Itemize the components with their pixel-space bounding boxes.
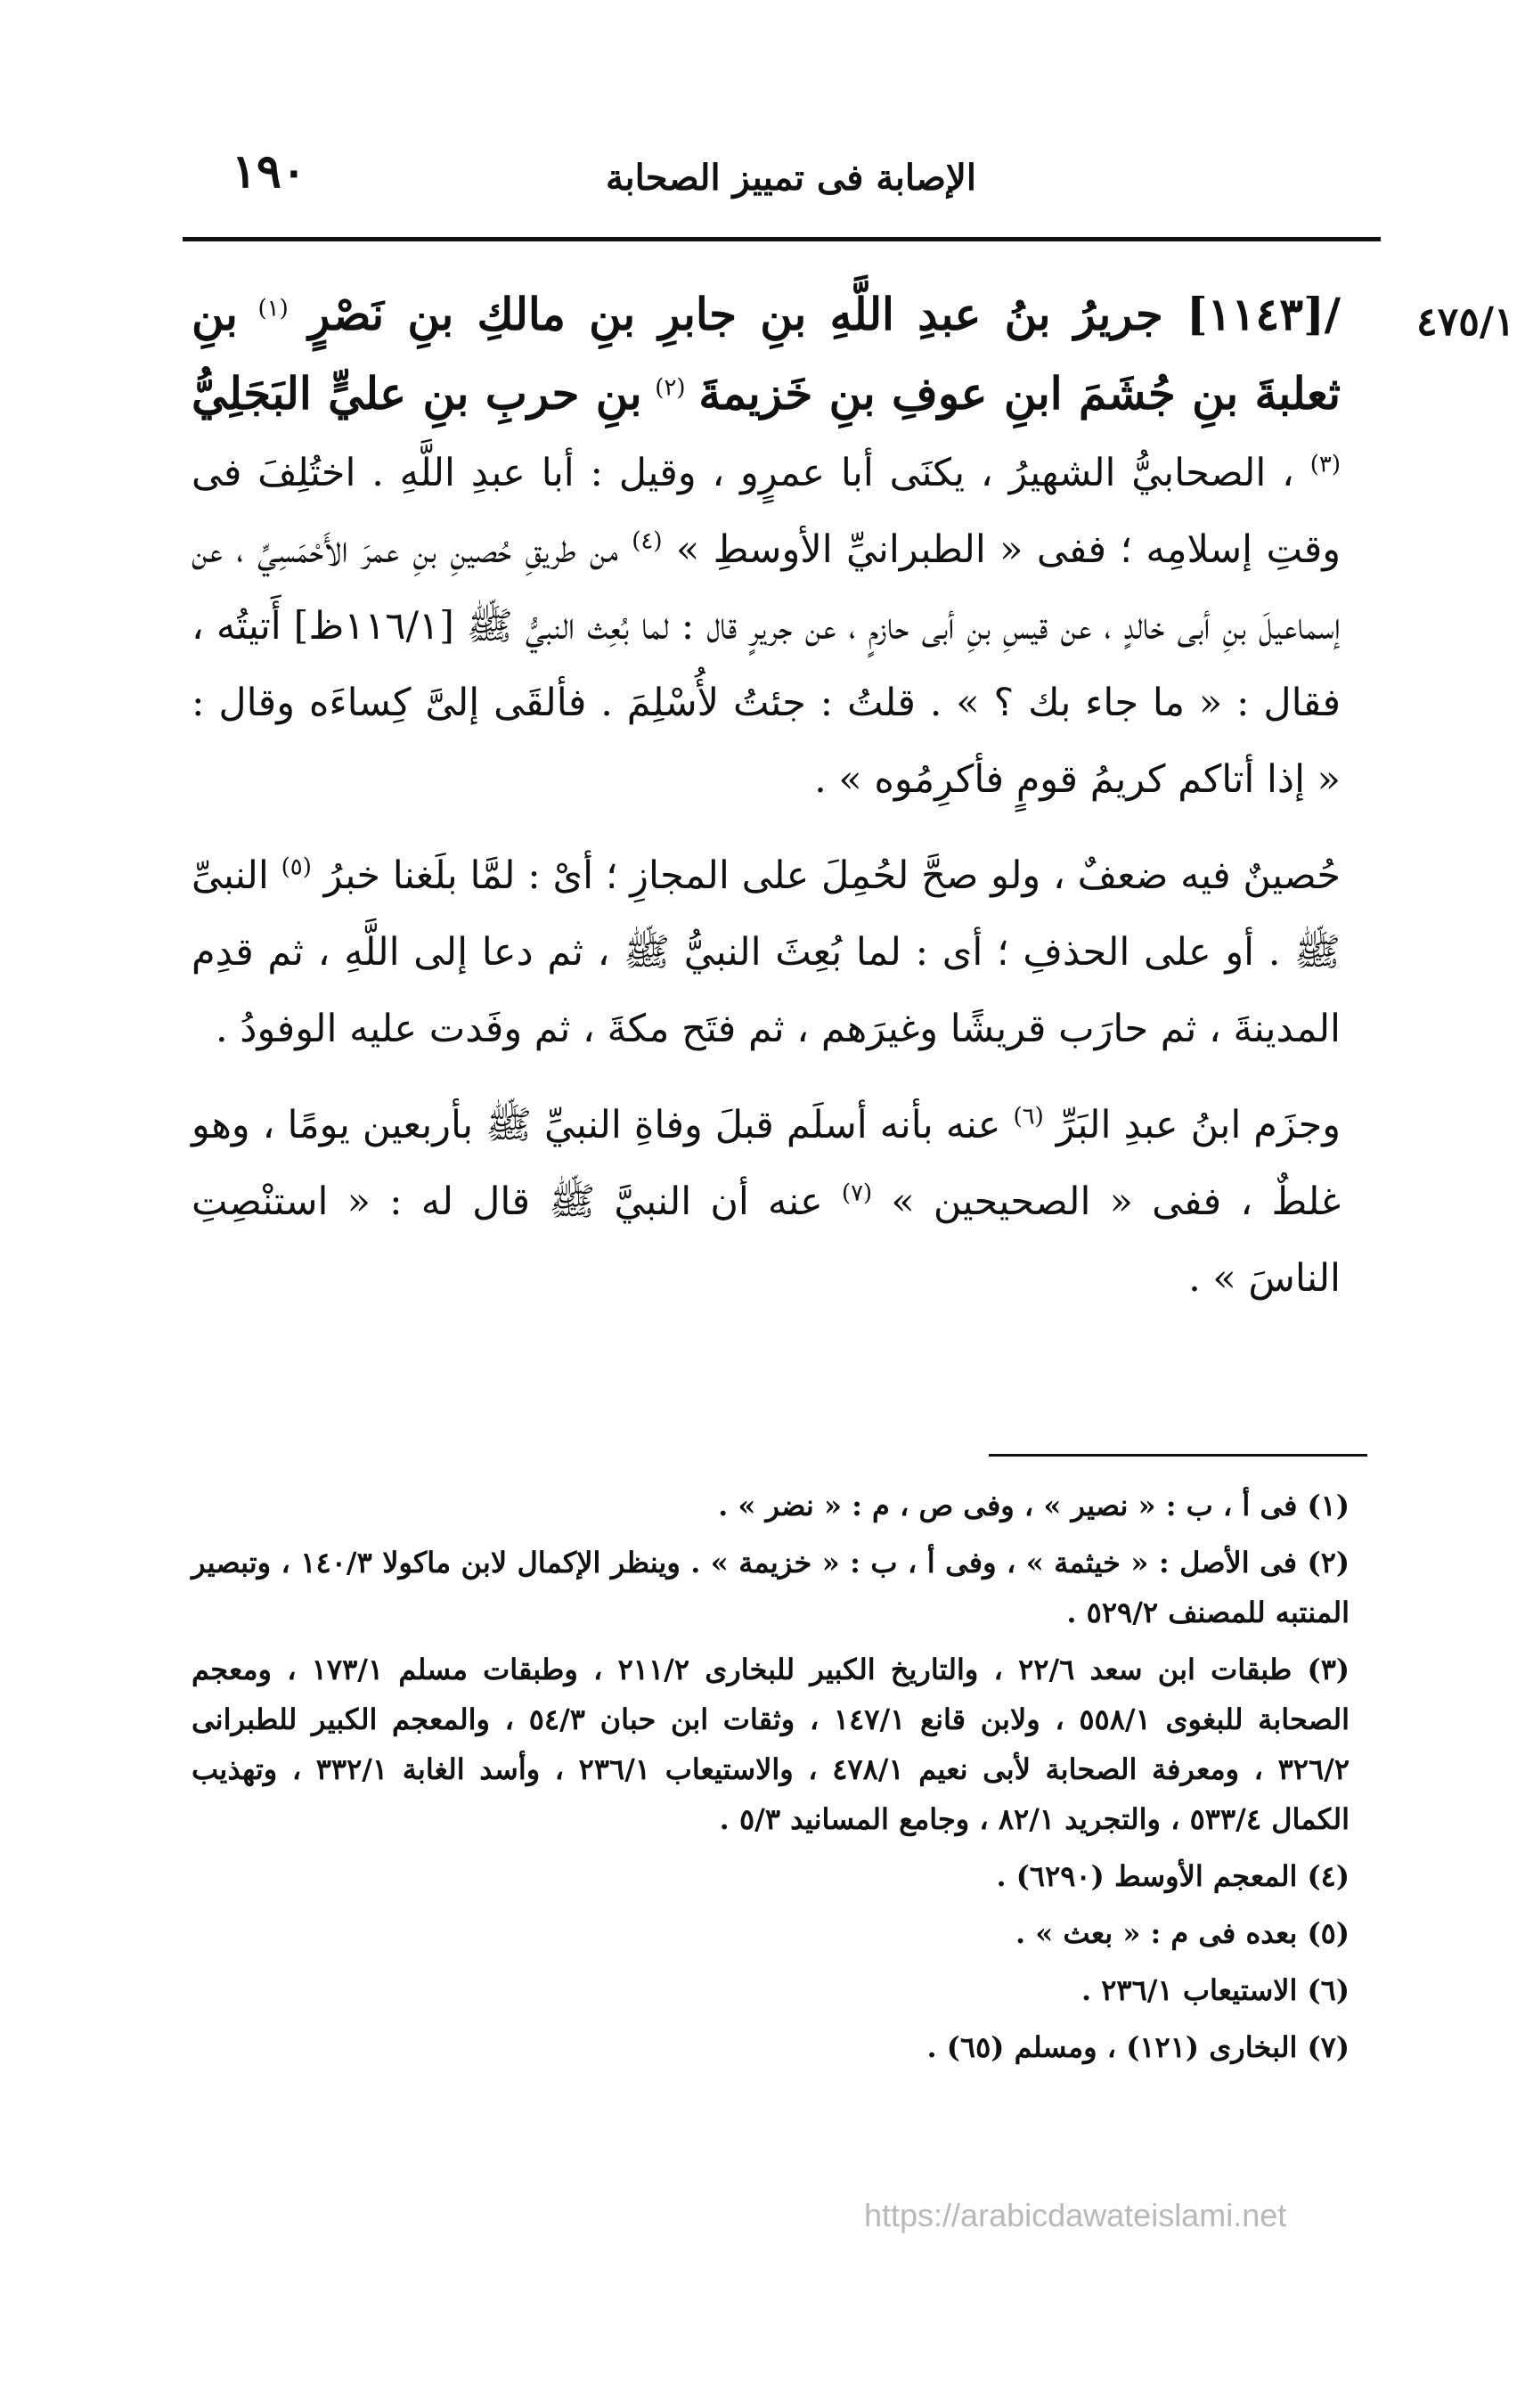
paragraph-text: عنه بأنه أسلَم قبلَ وفاةِ النبيِّ ﷺ بأربعين يومًا ، وهو غلطٌ ، ففى « الصحيحين »: [192, 1103, 1342, 1224]
footnote-ref: (٥): [281, 853, 312, 881]
margin-reference: ٤٧٥/١: [1416, 299, 1515, 345]
page-header: [178, 134, 1372, 232]
footnote-ref: (٣): [1309, 451, 1341, 478]
paragraph-text: حُصينٌ فيه ضعفٌ ، ولو صحَّ لحُمِلَ على المجازِ ؛ أىْ : لمَّا بلَغنا خبرُ: [323, 853, 1342, 898]
footnote: (٢) فى الأصل : « خيثمة » ، وفى أ ، ب : « خزيمة » . وينظر الإكمال لابن ماكولا ١٤٠/٣ ، وتبصير المنتبه للمصنف ٥٢٩/٢ .: [192, 1546, 1350, 1629]
paragraph-text: وجزَم ابنُ عبدِ البَرِّ: [1056, 1103, 1342, 1147]
watermark-url: https://arabicdawateislami.net: [864, 2197, 1287, 2233]
entry-heading-cont: بنِ حربِ بنِ عليٍّ البَجَلِيُّ: [192, 367, 642, 420]
header-rule: [183, 237, 1381, 241]
entry-text: ، الصحابيُّ الشهيرُ ، يكنَى أبا عمرٍو ، وقيل : أبا عبدِ اللَّهِ . اختُلِفَ فى وقتِ إسلامِه ؛ ففى « الطبرانيِّ الأوسطِ »: [192, 451, 1342, 572]
paragraph: [192, 837, 1341, 1067]
entry-heading-cont: بنِ ثعلبةَ بنِ جُشَمَ ابنِ عوفِ بنِ خَزيمةَ: [192, 288, 1341, 420]
footnote-ref: (٢): [655, 374, 686, 402]
footnote-ref: (٤): [632, 527, 663, 555]
footnote: (١) فى أ ، ب : « نصير » ، وفى ص ، م : « نضر » .: [718, 1489, 1350, 1522]
paragraph: [192, 1087, 1341, 1317]
paragraph-text: النبىِّ ﷺ . أو على الحذفِ ؛ أى : لما بُعِثَ النبيُّ ﷺ ، ثم دعا إلى اللَّهِ ، ثم قدِم المدينةَ ، ثم حارَب قريشًا وغيرَهم ، ثم فتَح مكةَ ، ثم وفَدت عليه الوفودُ .: [192, 853, 1341, 1051]
paragraph-text: عنه أن النبيَّ ﷺ قال له : « استنْصِتِ الناسَ » .: [192, 1180, 1341, 1301]
footnote-ref: (٦): [1013, 1103, 1044, 1131]
footnote: (٦) الاستيعاب ٢٣٦/١ .: [1081, 1973, 1350, 2007]
entry-paragraph: [192, 276, 1341, 818]
footnote-separator: [989, 1454, 1367, 1457]
running-title: الإصابة فى تمييز الصحابة: [606, 157, 976, 199]
footnote: (٧) البخارى (١٢١) ، ومسلم (٦٥) .: [926, 2030, 1350, 2064]
footnote-ref: (٧): [841, 1180, 873, 1207]
entry-text: من طريقِ حُصينِ بنِ عمرَ الأَحْمَسِيِّ ، عن إسماعيلَ بنِ أبى خالدٍ ، عن قيسِ بنِ أبى حازمٍ ، عن جريرٍ قال : لما بُعِث النبيُّ ﷺ [١١٦/١ظ] أَتيتُه ، فقال : « ما جاء بك ؟ » . قلتُ : جئتُ لأُسْلِمَ . فألقَى إلىَّ كِساءَه وقال : « إذا أتاكم كريمُ قومٍ فأكرِمُوه » .: [192, 527, 1341, 802]
footnote-ref: (١): [257, 295, 289, 322]
entry-heading: /[١١٤٣] جريرُ بنُ عبدِ اللَّهِ بنِ جابرِ بنِ مالكِ بنِ نَصْرٍ: [308, 288, 1342, 340]
page-number: ١٩٠: [232, 144, 306, 199]
footnote: (٤) المعجم الأوسط (٦٢٩٠) .: [996, 1859, 1350, 1893]
main-text: [192, 276, 1341, 1336]
footnotes: [192, 1481, 1350, 2079]
footnote: (٥) بعده فى م : « بعث » .: [1015, 1916, 1350, 1950]
footnote: (٣) طبقات ابن سعد ٢٢/٦ ، والتاريخ الكبير للبخارى ٢١١/٢ ، وطبقات مسلم ١٧٣/١ ، ومعجم الصحابة للبغوى ٥٥٨/١ ، ولابن قانع ١٤٧/١ ، وثقات ابن حبان ٥٤/٣ ، والمعجم الكبير للطبرانى ٣٢٦/٢ ، ومعرفة الصحابة لأبى نعيم ٤٧٨/١ ، والاستيعاب ٢٣٦/١ ، وأسد الغابة ٣٣٢/١ ، وتهذيب الكمال ٥٣٣/٤ ، والتجريد ٨٢/١ ، وجامع المسانيد ٥/٣ .: [192, 1653, 1350, 1836]
